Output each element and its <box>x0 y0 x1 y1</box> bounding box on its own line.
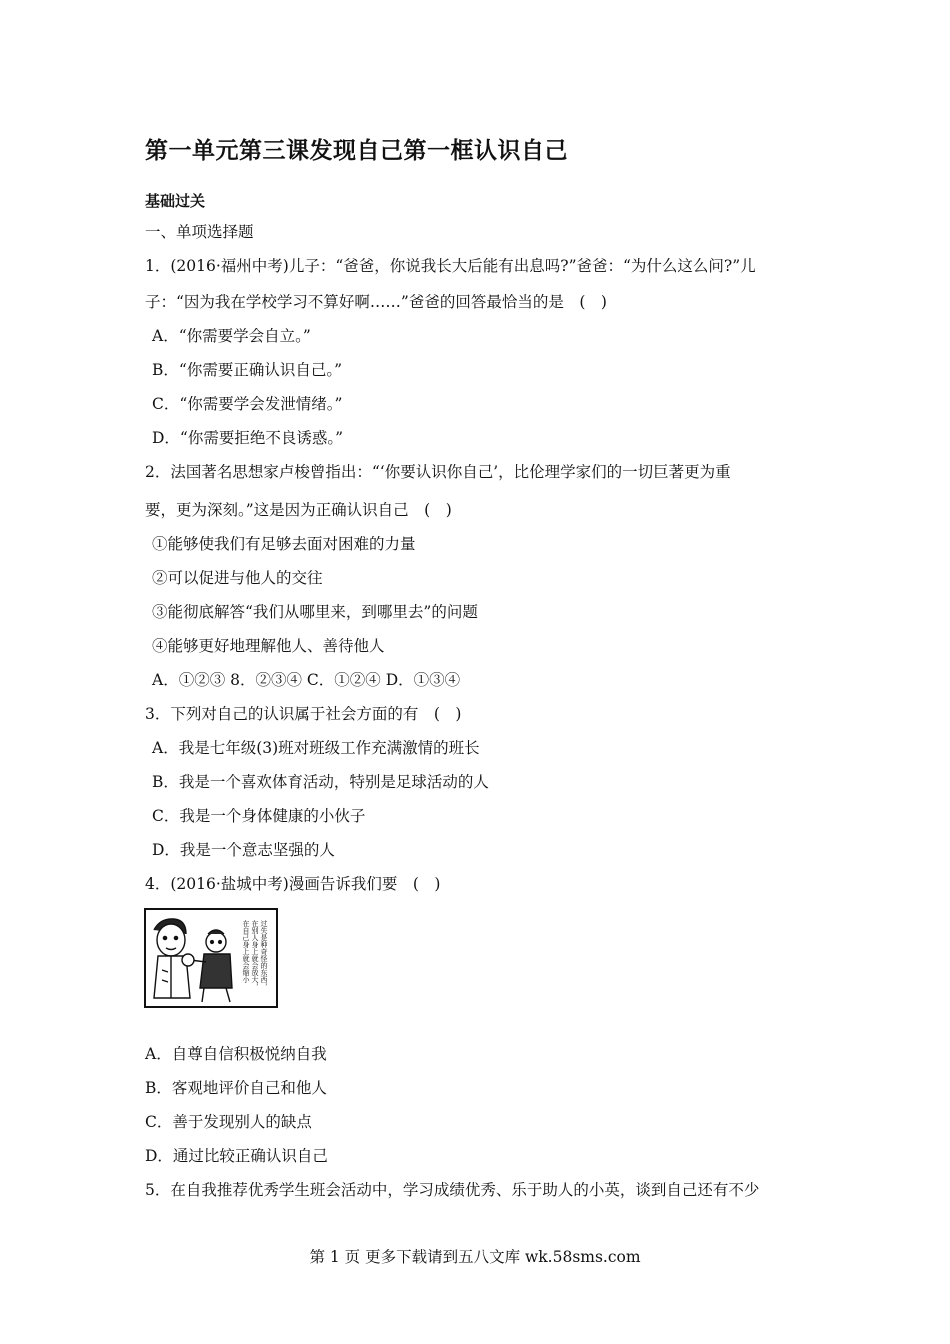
section-heading: 基础过关 <box>145 192 206 210</box>
question-2-item-1: ①能够使我们有足够去面对困难的力量 <box>152 535 416 553</box>
question-1-option-c: C．“你需要学会发泄情绪。” <box>152 395 343 413</box>
question-2-item-2: ②可以促进与他人的交往 <box>152 569 323 587</box>
question-2-line-1: 2．法国著名思想家卢梭曾指出：“‘你要认识你自己’，比伦理学家们的一切巨著更为重 <box>145 463 731 481</box>
subsection-heading: 一、单项选择题 <box>145 223 254 241</box>
question-2-item-3: ③能彻底解答“我们从哪里来，到哪里去”的问题 <box>152 603 478 621</box>
question-1-option-d: D．“你需要拒绝不良诱惑。” <box>152 429 344 447</box>
question-3-option-a: A．我是七年级(3)班对班级工作充满激情的班长 <box>152 739 480 757</box>
question-4-line-1: 4．(2016·盐城中考)漫画告诉我们要 ( ) <box>145 875 441 893</box>
question-4-option-b: B．客观地评价自己和他人 <box>145 1079 327 1097</box>
page-title: 第一单元第三课发现自己第一框认识自己 <box>145 138 568 164</box>
question-1-option-a: A．“你需要学会自立。” <box>152 327 311 345</box>
question-2-answers: A．①②③ 8．②③④ C．①②④ D．①③④ <box>152 671 461 689</box>
cartoon-caption <box>242 919 269 990</box>
question-3-option-c: C．我是一个身体健康的小伙子 <box>152 807 366 825</box>
cartoon-drawing <box>146 910 276 1006</box>
question-3-option-b: B．我是一个喜欢体育活动，特别是足球活动的人 <box>152 773 489 791</box>
question-1-line-2: 子：“因为我在学校学习不算好啊……”爸爸的回答最恰当的是 ( ) <box>145 293 607 311</box>
cartoon-image <box>144 908 278 1008</box>
question-4-option-d: D．通过比较正确认识自己 <box>145 1147 328 1165</box>
question-5-line-1: 5．在自我推荐优秀学生班会活动中，学习成绩优秀、乐于助人的小英，谈到自己还有不少 <box>145 1181 760 1199</box>
question-1-option-b: B．“你需要正确认识自己。” <box>152 361 342 379</box>
question-1-line-1: 1．(2016·福州中考)儿子：“爸爸，你说我长大后能有出息吗?”爸爸：“为什么这么问?”儿 <box>145 257 756 275</box>
cartoon-caption-col-3: 在自己身上就会缩小 <box>242 920 250 983</box>
page-footer: 第 1 页 更多下载请到五八文库 wk.58sms.com <box>309 1248 641 1266</box>
question-2-item-4: ④能够更好地理解他人、善待他人 <box>152 637 385 655</box>
question-2-line-2: 要，更为深刻。”这是因为正确认识自己 ( ) <box>145 501 452 519</box>
question-4-option-a: A．自尊自信积极悦纳自我 <box>145 1045 327 1063</box>
question-3-line-1: 3．下列对自己的认识属于社会方面的有 ( ) <box>145 705 462 723</box>
cartoon-caption-col-2: 在别人身上就会放大， <box>251 920 259 990</box>
question-3-option-d: D．我是一个意志坚强的人 <box>152 841 335 859</box>
cartoon-caption-col-1: 过失是种奇怪的东西， <box>260 920 268 990</box>
question-4-option-c: C．善于发现别人的缺点 <box>145 1113 312 1131</box>
